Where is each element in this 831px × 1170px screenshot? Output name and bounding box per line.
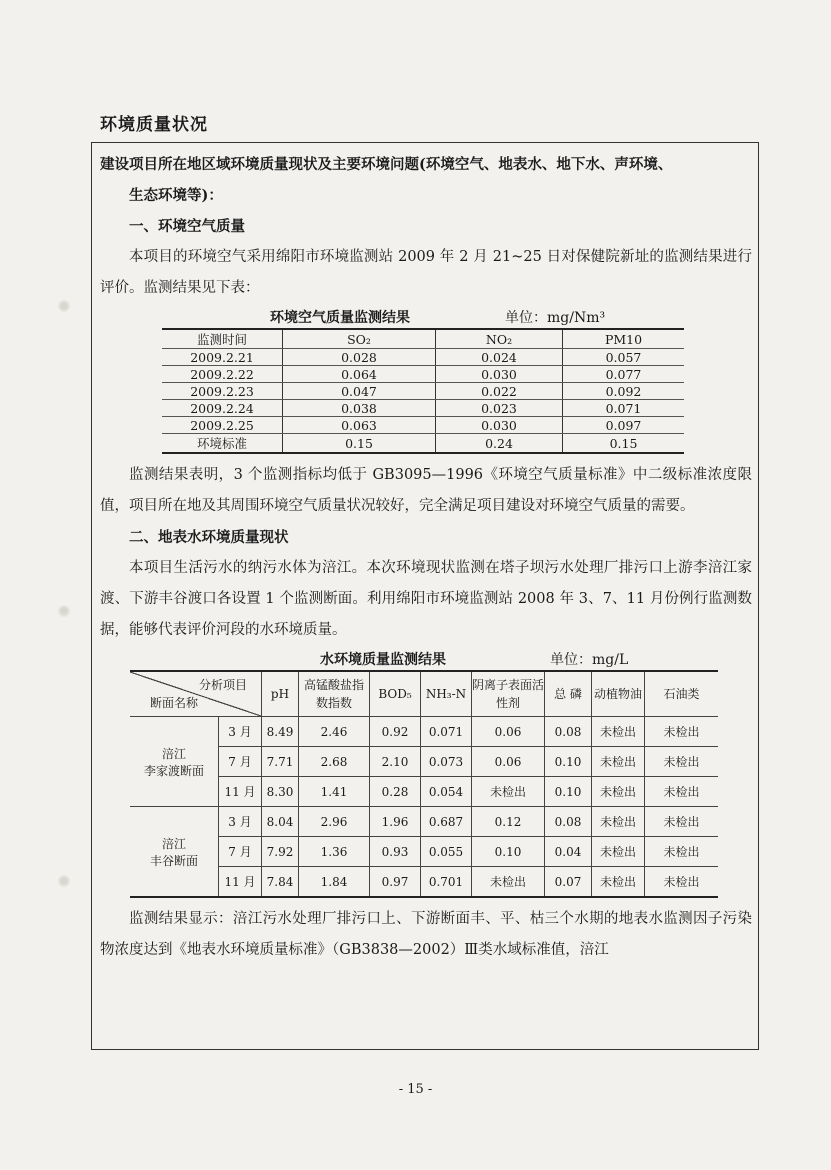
water-cell: 未检出 <box>645 837 719 867</box>
water-header-cell: 动植物油 <box>592 671 645 717</box>
air-cell: 0.15 <box>563 434 685 454</box>
air-cell: 环境标准 <box>162 434 283 454</box>
water-header-cell: NH₃-N <box>421 671 472 717</box>
water-cell: 0.10 <box>545 777 592 807</box>
water-cell: 0.04 <box>545 837 592 867</box>
water-cell: 0.07 <box>545 867 592 898</box>
water-cell: 2.68 <box>299 747 370 777</box>
section2-paragraph: 本项目生活污水的纳污水体为涪江。本次环境现状监测在塔子坝污水处理厂排污口上游李涪江家渡、下游丰谷渡口各设置 1 个监测断面。利用绵阳市环境监测站 2008 年 3、7、11 月份例行监测数据，能够代表评价河段的水环境质量。 <box>100 560 752 638</box>
corner-header <box>130 671 262 717</box>
content-frame <box>91 142 759 1050</box>
intro-line2: 生态环境等)： <box>129 187 223 204</box>
section1-heading: 一、环境空气质量 <box>129 218 245 235</box>
page-number: - 15 - <box>398 1082 433 1097</box>
water-quality-table <box>130 670 718 898</box>
air-header-cell: PM10 <box>563 329 685 349</box>
water-cell: 未检出 <box>592 717 645 747</box>
water-cell: 0.073 <box>421 747 472 777</box>
month-cell: 3 月 <box>219 807 262 837</box>
air-cell: 0.077 <box>563 366 685 383</box>
water-cell: 0.12 <box>472 807 545 837</box>
air-cell: 0.071 <box>563 400 685 417</box>
water-cell: 1.41 <box>299 777 370 807</box>
water-cell: 未检出 <box>645 717 719 747</box>
water-header-cell: 阴离子表面活性剂 <box>472 671 545 717</box>
water-cell: 0.10 <box>545 747 592 777</box>
section-name-line2: 李家渡断面 <box>143 763 204 778</box>
water-cell: 0.06 <box>472 747 545 777</box>
water-cell: 2.46 <box>299 717 370 747</box>
water-cell: 未检出 <box>645 747 719 777</box>
water-cell: 未检出 <box>592 837 645 867</box>
month-cell: 7 月 <box>219 747 262 777</box>
air-cell: 0.022 <box>436 383 563 400</box>
section-name-cell <box>130 807 219 898</box>
air-quality-table <box>162 328 684 454</box>
air-cell: 2009.2.25 <box>162 417 283 434</box>
water-cell: 未检出 <box>472 777 545 807</box>
section-name-line2: 丰谷断面 <box>149 853 198 868</box>
section-name-line1: 涪江 <box>161 746 186 761</box>
water-cell: 未检出 <box>645 777 719 807</box>
water-cell: 0.92 <box>370 717 421 747</box>
air-cell: 0.028 <box>283 349 436 366</box>
water-cell: 8.49 <box>262 717 299 747</box>
air-table-caption <box>100 308 752 328</box>
water-cell: 未检出 <box>592 807 645 837</box>
air-header-cell: SO₂ <box>283 329 436 349</box>
water-cell: 0.055 <box>421 837 472 867</box>
table-row <box>162 349 684 366</box>
air-cell: 0.24 <box>436 434 563 454</box>
water-cell: 0.08 <box>545 717 592 747</box>
water-header-cell: pH <box>262 671 299 717</box>
water-header-cell: 总 磷 <box>545 671 592 717</box>
water-cell: 7.71 <box>262 747 299 777</box>
water-table-title: 水环境质量监测结果 <box>320 652 446 668</box>
water-header-cell: 石油类 <box>645 671 719 717</box>
air-table-title: 环境空气质量监测结果 <box>270 310 410 326</box>
corner-top-label: 分析项目 <box>198 678 247 692</box>
section-name-cell <box>130 717 219 807</box>
water-cell: 未检出 <box>645 807 719 837</box>
section1-result: 监测结果表明，3 个监测指标均低于 GB3095—1996《环境空气质量标准》中二级标准浓度限值，项目所在地及其周围环境空气质量状况较好，完全满足项目建设对环境空气质量的需要。 <box>100 467 752 514</box>
table-row <box>162 434 684 454</box>
water-header-cell: 高锰酸盐指数指数 <box>299 671 370 717</box>
water-header-cell: BOD₅ <box>370 671 421 717</box>
water-cell: 未检出 <box>645 867 719 898</box>
air-cell: 0.023 <box>436 400 563 417</box>
air-cell: 0.063 <box>283 417 436 434</box>
table-row <box>130 747 718 777</box>
water-cell: 未检出 <box>592 867 645 898</box>
air-cell: 0.097 <box>563 417 685 434</box>
month-cell: 11 月 <box>219 777 262 807</box>
water-cell: 0.28 <box>370 777 421 807</box>
air-cell: 0.057 <box>563 349 685 366</box>
water-cell: 1.96 <box>370 807 421 837</box>
water-cell: 2.96 <box>299 807 370 837</box>
air-cell: 0.030 <box>436 366 563 383</box>
air-cell: 0.047 <box>283 383 436 400</box>
corner-bottom-label: 断面名称 <box>150 696 199 710</box>
table-row <box>130 807 718 837</box>
water-cell: 7.92 <box>262 837 299 867</box>
water-cell: 0.054 <box>421 777 472 807</box>
punch-hole <box>58 875 70 887</box>
air-cell: 2009.2.23 <box>162 383 283 400</box>
water-cell: 8.30 <box>262 777 299 807</box>
water-cell: 0.701 <box>421 867 472 898</box>
water-cell: 0.97 <box>370 867 421 898</box>
table-row <box>162 383 684 400</box>
intro-line1: 建设项目所在地区域环境质量现状及主要环境问题(环境空气、地表水、地下水、声环境、 <box>100 156 673 173</box>
air-cell: 2009.2.24 <box>162 400 283 417</box>
punch-hole <box>58 605 70 617</box>
air-cell: 2009.2.21 <box>162 349 283 366</box>
table-row <box>130 837 718 867</box>
water-cell: 0.071 <box>421 717 472 747</box>
air-cell: 0.024 <box>436 349 563 366</box>
air-header-cell: NO₂ <box>436 329 563 349</box>
section-name-line1: 涪江 <box>161 836 186 851</box>
punch-hole <box>58 300 70 312</box>
air-header-cell: 监测时间 <box>162 329 283 349</box>
water-cell: 0.687 <box>421 807 472 837</box>
water-cell: 2.10 <box>370 747 421 777</box>
air-cell: 2009.2.22 <box>162 366 283 383</box>
table-row <box>162 417 684 434</box>
table-row <box>130 717 718 747</box>
water-table-caption <box>100 650 752 670</box>
table-row <box>162 400 684 417</box>
air-cell: 0.038 <box>283 400 436 417</box>
water-cell: 0.93 <box>370 837 421 867</box>
water-cell: 8.04 <box>262 807 299 837</box>
table-row <box>162 366 684 383</box>
month-cell: 3 月 <box>219 717 262 747</box>
air-cell: 0.030 <box>436 417 563 434</box>
table-row <box>130 777 718 807</box>
section2-heading: 二、地表水环境质量现状 <box>129 529 289 546</box>
water-cell: 未检出 <box>592 777 645 807</box>
water-table-unit: 单位：mg/L <box>550 652 629 668</box>
table-row <box>130 867 718 898</box>
air-cell: 0.15 <box>283 434 436 454</box>
water-cell: 1.36 <box>299 837 370 867</box>
month-cell: 7 月 <box>219 837 262 867</box>
air-cell: 0.064 <box>283 366 436 383</box>
air-table-unit: 单位：mg/Nm³ <box>505 310 606 326</box>
water-cell: 0.08 <box>545 807 592 837</box>
page-title: 环境质量状况 <box>100 115 208 135</box>
section2-result: 监测结果显示：涪江污水处理厂排污口上、下游断面丰、平、枯三个水期的地表水监测因子污染物浓度达到《地表水环境质量标准》（GB3838—2002）Ⅲ类水域标准值，涪江 <box>100 911 752 958</box>
water-cell: 0.06 <box>472 717 545 747</box>
month-cell: 11 月 <box>219 867 262 898</box>
water-cell: 0.10 <box>472 837 545 867</box>
water-cell: 1.84 <box>299 867 370 898</box>
air-cell: 0.092 <box>563 383 685 400</box>
water-cell: 7.84 <box>262 867 299 898</box>
water-cell: 未检出 <box>592 747 645 777</box>
water-cell: 未检出 <box>472 867 545 898</box>
section1-paragraph: 本项目的环境空气采用绵阳市环境监测站 2009 年 2 月 21~25 日对保健院新址的监测结果进行评价。监测结果见下表： <box>100 249 752 296</box>
